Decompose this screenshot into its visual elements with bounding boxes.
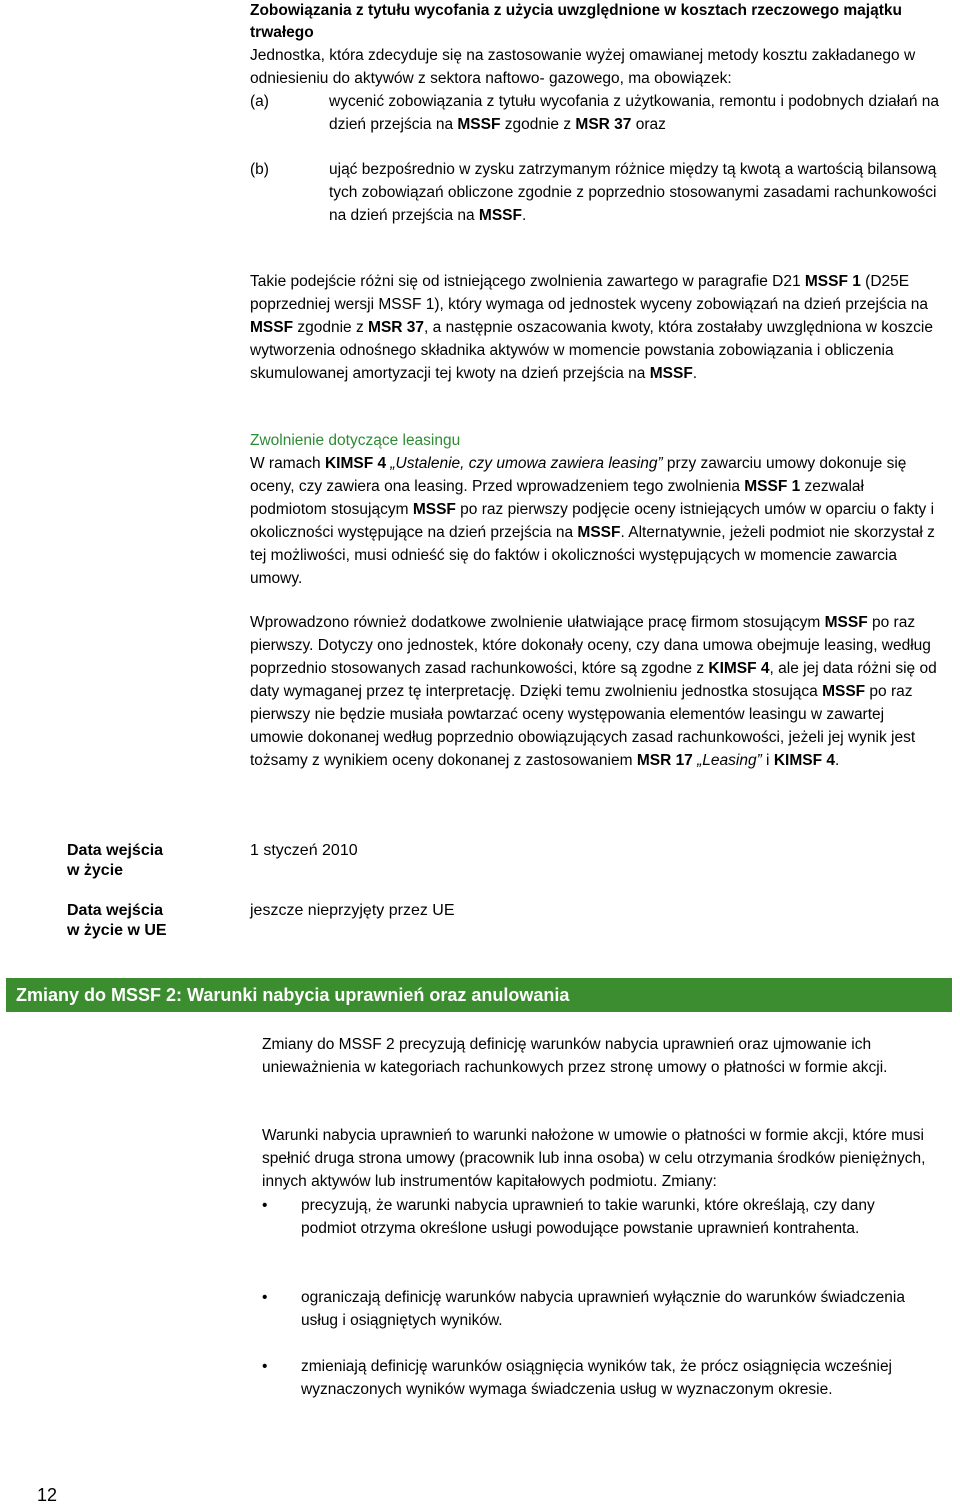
leasing-paragraph-2: Wprowadzono również dodatkowe zwolnienie ułatwiające pracę firmom stosującym MSSF po raz pierwszy. Dotyczy ono jednostek, które dokonały oceny, czy dana umowa obejmuje leasing, według poprzednio stosowanych zasad rachunkowości, które są zgodne z KIMSF 4, ale jej data różni się od daty wymaganej przez tę interpretację. Dzięki temu zwolnieniu jednostka stosująca MSSF po raz pierwszy nie będzie musiała powtarzać oceny występowania elementów leasingu w zawartej umowie dokonanej według poprzednio obowiązujących zasad rachunkowości, jeżeli jej wynik jest tożsamy z wynikiem oceny dokonanej z zastosowaniem MSR 17 „Leasing” i KIMSF 4. <box>250 614 937 769</box>
item-b-text: ująć bezpośrednio w zysku zatrzymanym różnice między tą kwotą a wartością bilansową tych zobowiązań obliczone zgodnie z poprzednio stosowanymi zasadami rachunkowości na dzień przejścia na MSSF. <box>329 161 937 224</box>
effective-date-value: 1 styczeń 2010 <box>250 842 358 859</box>
section-heading: Zobowiązania z tytułu wycofania z użycia uwzględnione w kosztach rzeczowego majątku trwałego <box>250 2 902 41</box>
bullet-item: precyzują, że warunki nabycia uprawnień to takie warunki, które określają, czy dany podmiot otrzyma określone usługi powodujące powstanie uprawnień kontrahenta. <box>301 1197 875 1237</box>
bullet-marker: • <box>262 1289 268 1306</box>
eu-effective-date-label: Data wejścia w życie w UE <box>67 902 167 939</box>
bullet-item: ograniczają definicję warunków nabycia uprawnień wyłącznie do warunków świadczenia usług i osiągniętych wyników. <box>301 1289 905 1329</box>
leasing-heading: Zwolnienie dotyczące leasingu <box>250 432 461 449</box>
effective-date-label: Data wejścia w życie <box>67 842 164 879</box>
bullet-marker: • <box>262 1358 268 1375</box>
eu-effective-date-value: jeszcze nieprzyjęty przez UE <box>250 902 455 919</box>
intro-paragraph: Jednostka, która zdecyduje się na zastosowanie wyżej omawianej metody kosztu zakładanego w odniesieniu do aktywów z sektora naftowo- gazowego, ma obowiązek: <box>250 47 916 87</box>
mssf2-paragraph-1: Zmiany do MSSF 2 precyzują definicję warunków nabycia uprawnień oraz ujmowanie ich unieważnienia w kategoriach rachunkowych przez stronę umowy o płatności w formie akcji. <box>262 1036 888 1076</box>
exemption-paragraph: Takie podejście różni się od istniejącego zwolnienia zawartego w paragrafie D21 MSSF 1 (D25E poprzedniej wersji MSSF 1), który wymaga od jednostek wyceny zobowiązań na dzień przejścia na MSSF zgodnie z MSR 37, a następnie oszacowania kwoty, która zostałaby uwzględniona w koszcie wytworzenia odnośnego składnika aktywów w momencie powstania zobowiązania i obliczenia skumulowanej amortyzacji tej kwoty na dzień przejścia na MSSF. <box>250 273 933 382</box>
bullet-item: zmieniają definicję warunków osiągnięcia wyników tak, że prócz osiągnięcia wcześniej wyznaczonych wyników wymaga świadczenia usług w wyznaczonym okresie. <box>301 1358 893 1398</box>
page-number: 12 <box>37 1485 58 1505</box>
item-a-label: (a) <box>250 93 269 110</box>
mssf2-paragraph-2: Warunki nabycia uprawnień to warunki nałożone w umowie o płatności w formie akcji, które musi spełnić druga strona umowy (pracownik lub inna osoba) w celu otrzymania środków pieniężnych, innych aktywów lub instrumentów kapitałowych podmiotu. Zmiany: <box>262 1127 926 1190</box>
leasing-paragraph-1: W ramach KIMSF 4 „Ustalenie, czy umowa zawiera leasing” przy zawarciu umowy dokonuje się oceny, czy zawiera ona leasing. Przed wprowadzeniem tego zwolnienia MSSF 1 zezwalał podmiotom stosującym MSSF po raz pierwszy podjęcie oceny istniejących umów w oparciu o fakty i okoliczności występujące na dzień przejścia na MSSF. Alternatywnie, jeżeli podmiot nie skorzystał z tej możliwości, musi odnieść się do faktów i okoliczności występujących w momencie zawarcia umowy. <box>250 455 935 587</box>
bullet-marker: • <box>262 1197 268 1214</box>
item-b-label: (b) <box>250 161 269 178</box>
section-banner: Zmiany do MSSF 2: Warunki nabycia uprawnień oraz anulowania <box>6 978 952 1012</box>
item-a-text: wycenić zobowiązania z tytułu wycofania z użytkowania, remontu i podobnych działań na dzień przejścia na MSSF zgodnie z MSR 37 oraz <box>329 93 940 133</box>
